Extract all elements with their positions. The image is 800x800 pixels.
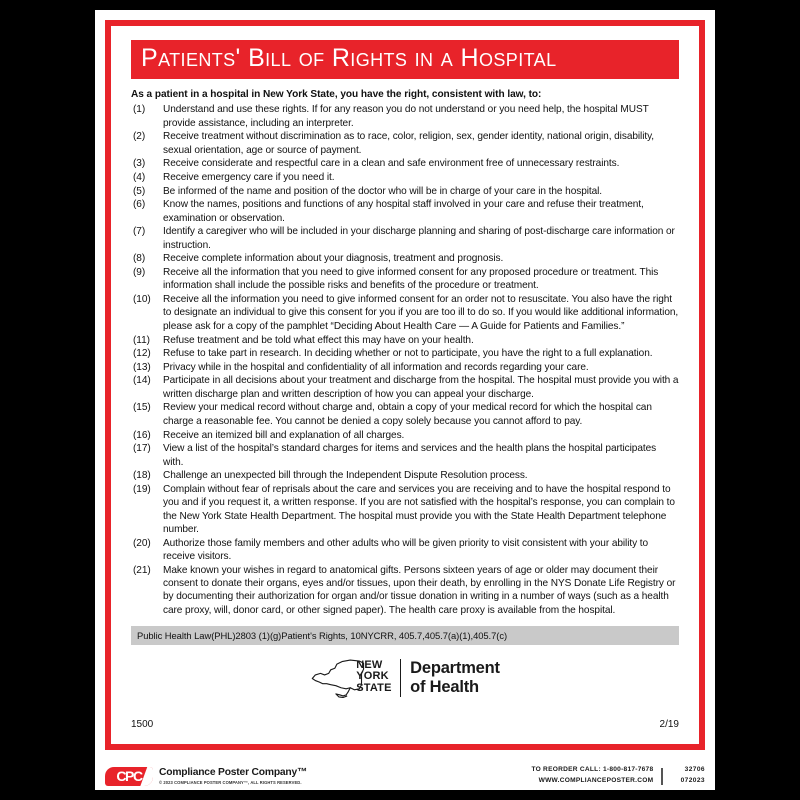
publisher-text-block	[159, 767, 307, 785]
reorder-info	[531, 765, 705, 787]
form-number: 1500	[131, 719, 154, 730]
item-code: 32706	[684, 766, 705, 774]
footer-divider	[661, 768, 663, 785]
right-text: Review your medical record without charge and, obtain a copy of your medical record for which the hospital can charge a reasonable fee. You cannot be denied a copy solely because you cannot afford to pay.	[163, 402, 652, 427]
right-item	[131, 103, 679, 130]
right-item	[131, 564, 679, 617]
right-number: (2)	[133, 131, 146, 143]
right-text: Make known your wishes in regard to anatomical gifts. Persons sixteen years of age or older may document their consent to donate their organs, eyes and/or tissues, upon their death, by enrolling in the NYS Donate Life Registry or by documenting their authorization for organ and/or tissue donation in writing in a number of ways (such as a health care proxy, will, donor card, or other signed paper). The health care proxy is available from the hospital.	[163, 564, 676, 616]
right-item	[131, 442, 679, 469]
logo-state-line3: STATE	[356, 681, 392, 694]
right-item	[131, 374, 679, 401]
right-item	[131, 401, 679, 428]
cpc-logo-text: CPC	[116, 768, 142, 784]
product-codes	[671, 765, 705, 787]
right-item	[131, 429, 679, 442]
reorder-contact	[531, 765, 653, 787]
right-number: (8)	[133, 253, 146, 265]
revision-date: 2/19	[659, 719, 679, 730]
agency-logo-row	[131, 658, 679, 698]
logo-state-line1: NEW	[356, 659, 383, 672]
right-number: (19)	[133, 483, 151, 495]
right-text: Know the names, positions and functions of any hospital staff involved in your care and refuse their treatment, examination or observation.	[163, 199, 644, 224]
right-text: Participate in all decisions about your treatment and discharge from the hospital. The hospital must provide you with a written discharge plan and written description of how you can appeal your discharge.	[163, 375, 679, 400]
right-text: Refuse to take part in research. In deciding whether or not to participate, you have the right to a full explanation.	[163, 348, 653, 360]
right-item	[131, 293, 679, 333]
right-item	[131, 252, 679, 265]
reorder-website[interactable]: WWW.COMPLIANCEPOSTER.COM	[538, 777, 654, 784]
right-item	[131, 483, 679, 536]
right-item	[131, 266, 679, 293]
right-item	[131, 171, 679, 184]
right-text: Receive considerate and respectful care in a clean and safe environment free of unnecessary restraints.	[163, 158, 620, 170]
right-item	[131, 185, 679, 198]
right-number: (21)	[133, 564, 151, 576]
right-number: (17)	[133, 443, 151, 455]
right-number: (13)	[133, 361, 151, 373]
right-item	[131, 198, 679, 225]
right-text: Receive emergency care if you need it.	[163, 172, 335, 184]
right-number: (9)	[133, 267, 146, 279]
right-text: Receive all the information you need to give informed consent for an order not to resuscitate. You also have the right to designate an individual to give this consent for you if you are too ill to do so. If you would like additional information, please ask for a copy of the pamphlet “Deciding About Health Care — A Guide for Patients and Families.”	[163, 294, 679, 332]
right-item	[131, 225, 679, 252]
red-border-frame	[105, 20, 705, 750]
right-item	[131, 469, 679, 482]
date-code: 072023	[680, 777, 705, 784]
new-york-state-logo	[310, 658, 500, 698]
right-number: (1)	[133, 104, 146, 116]
right-number: (6)	[133, 199, 146, 211]
right-number: (20)	[133, 537, 151, 549]
cpc-logo-icon	[105, 767, 153, 786]
right-item	[131, 157, 679, 170]
rights-list	[131, 103, 679, 617]
right-number: (14)	[133, 375, 151, 387]
right-number: (15)	[133, 402, 151, 414]
right-text: Authorize those family members and other adults who will be given priority to visit consistent with your ability to receive visitors.	[163, 537, 649, 562]
right-text: Understand and use these rights. If for any reason you do not understand or you need help, the hospital MUST provide assistance, including an interpreter.	[163, 104, 649, 129]
right-number: (11)	[133, 334, 150, 346]
right-text: Receive treatment without discrimination as to race, color, religion, sex, gender identity, national origin, disability, sexual orientation, age or source of payment.	[163, 131, 655, 156]
right-item	[131, 537, 679, 564]
page-title: Patients' Bill of Rights in a Hospital	[141, 44, 557, 72]
department-of-health-wordmark	[410, 659, 500, 696]
right-text: Receive all the information that you need to give informed consent for any proposed procedure or treatment. This information shall include the possible risks and benefits of the procedure or treatment.	[163, 267, 659, 292]
right-number: (5)	[133, 185, 146, 197]
right-text: Identify a caregiver who will be included in your discharge planning and sharing of post-discharge care information or instruction.	[163, 226, 675, 251]
right-item	[131, 347, 679, 360]
title-banner	[131, 40, 679, 79]
page-number-row	[131, 719, 679, 730]
right-text: Receive complete information about your diagnosis, treatment and prognosis.	[163, 253, 504, 265]
logo-state-line2: YORK	[356, 670, 389, 683]
logo-dept-line1: Department	[410, 659, 500, 678]
publisher-footer	[105, 758, 705, 794]
right-number: (3)	[133, 158, 146, 170]
right-number: (18)	[133, 470, 151, 482]
right-item	[131, 361, 679, 374]
publisher-branding	[105, 767, 307, 786]
logo-divider	[400, 659, 402, 697]
legal-citation: Public Health Law(PHL)2803 (1)(g)Patient's Rights, 10NYCRR, 405.7,405.7(a)(1),405.7(c)	[131, 626, 679, 645]
right-text: Refuse treatment and be told what effect this may have on your health.	[163, 334, 474, 346]
poster-content-area	[117, 32, 693, 738]
right-number: (12)	[133, 348, 151, 360]
right-number: (10)	[133, 294, 151, 306]
reorder-phone: TO REORDER CALL: 1-800-817-7678	[531, 766, 654, 774]
logo-dept-line2: of Health	[410, 677, 479, 696]
right-text: Challenge an unexpected bill through the Independent Dispute Resolution process.	[163, 470, 528, 482]
right-text: Privacy while in the hospital and confidentiality of all information and records regarding your care.	[163, 361, 589, 373]
publisher-name: Compliance Poster Company™	[159, 767, 308, 779]
right-item	[131, 334, 679, 347]
copyright-notice: © 2023 COMPLIANCE POSTER COMPANY™, ALL RIGHTS RESERVED.	[159, 779, 302, 785]
right-item	[131, 130, 679, 157]
new-york-state-wordmark	[356, 660, 391, 694]
intro-statement: As a patient in a hospital in New York State, you have the right, consistent with law, to:	[131, 89, 542, 100]
poster-sheet	[95, 10, 715, 790]
right-number: (16)	[133, 429, 151, 441]
right-number: (7)	[133, 226, 146, 238]
right-text: Receive an itemized bill and explanation of all charges.	[163, 429, 405, 441]
right-text: View a list of the hospital’s standard charges for items and services and the health plans the hospital participates with.	[163, 443, 657, 468]
right-text: Be informed of the name and position of the doctor who will be in charge of your care in the hospital.	[163, 185, 603, 197]
right-text: Complain without fear of reprisals about the care and services you are receiving and to have the hospital respond to you and if you request it, a written response. If you are not satisfied with the hospital’s response, you can complain to the New York State Health Department. The hospital must provide you with the State Health Department telephone number.	[163, 483, 675, 535]
right-number: (4)	[133, 172, 146, 184]
